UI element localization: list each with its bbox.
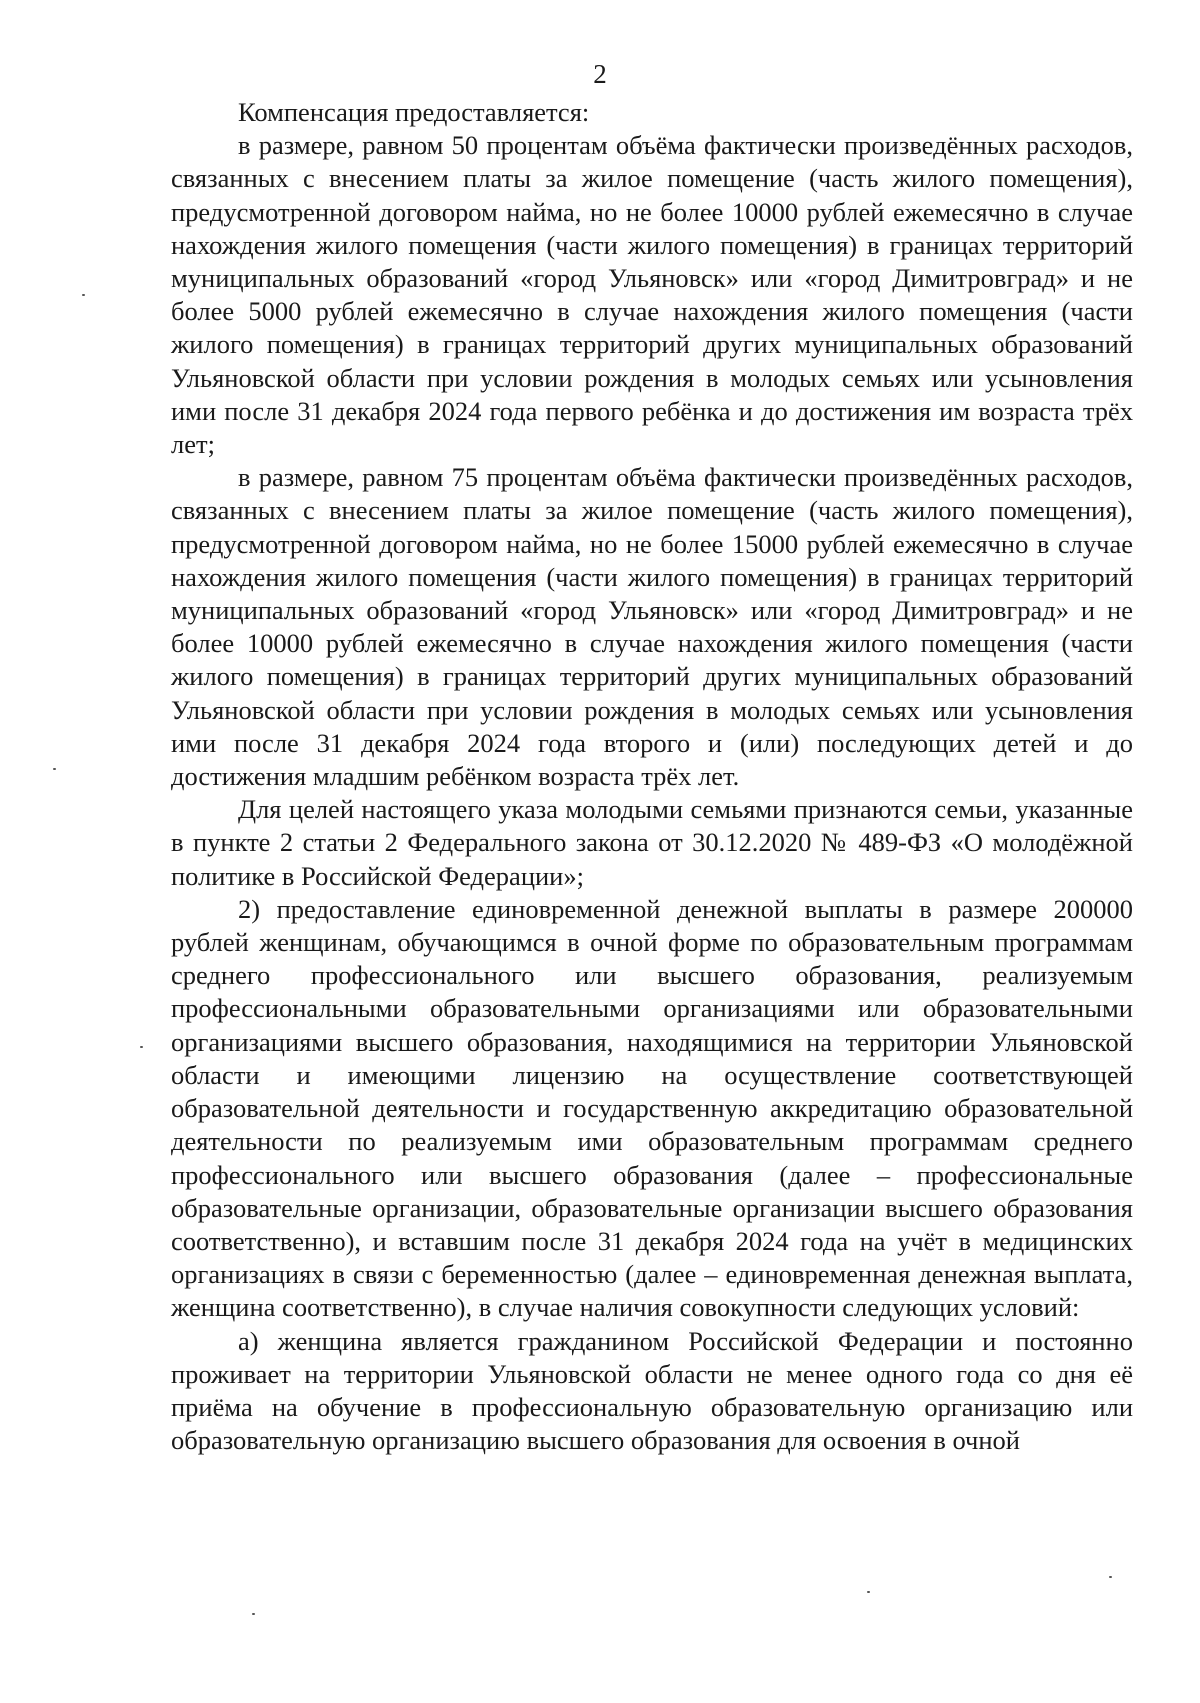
paragraph-compensation-75-percent: в размере, равном 75 процентам объёма фактически произведённых расходов, связанных с внесением платы за жилое помещение (часть жилого помещения), предусмотренной договором найма, но не более 15000 рублей ежемесячно в случае нахождения жилого помещения (части жилого помещения) в границах территорий муниципальных образований «город Ульяновск» или «город Димитровград» и не более 10000 рублей ежемесячно в случае нахождения жилого помещения (части жилого помещения) в границах территорий других муниципальных образований Ульяновской области при условии рождения в молодых семьях или усыновления ими после 31 декабря 2024 года второго и (или) последующих детей и до достижения младшим ребёнком возраста трёх лет.: [171, 462, 1133, 792]
paragraph-lump-sum-payment: 2) предоставление единовременной денежной выплаты в размере 200000 рублей женщинам, обучающимся в очной форме по образовательным программам среднего профессионального или высшего образования, реализуемым профессиональными образовательными организациями или образовательными организациями высшего образования, находящимися на территории Ульяновской области и имеющими лицензию на осуществление соответствующей образовательной деятельности и государственную аккредитацию образовательной деятельности по реализуемым ими образовательным программам среднего профессионального или высшего образования (далее – профессиональные образовательные организации, образовательные организации высшего образования соответственно), и вставшим после 31 декабря 2024 года на учёт в медицинских организациях в связи с беременностью (далее – единовременная денежная выплата, женщина соответственно), в случае наличия совокупности следующих условий:: [171, 893, 1133, 1323]
document-body: [171, 96, 1133, 1457]
paragraph-young-families-definition: Для целей настоящего указа молодыми семьями признаются семьи, указанные в пункте 2 статьи 2 Федерального закона от 30.12.2020 № 489-ФЗ «О молодёжной политике в Российской Федерации»;: [171, 794, 1133, 891]
paragraph-compensation-50-percent: в размере, равном 50 процентам объёма фактически произведённых расходов, связанных с внесением платы за жилое помещение (часть жилого помещения), предусмотренной договором найма, но не более 10000 рублей ежемесячно в случае нахождения жилого помещения (части жилого помещения) в границах территорий муниципальных образований «город Ульяновск» или «город Димитровград» и не более 5000 рублей ежемесячно в случае нахождения жилого помещения (части жилого помещения) в границах территорий других муниципальных образований Ульяновской области при условии рождения в молодых семьях или усыновления ими после 31 декабря 2024 года первого ребёнка и до достижения им возраста трёх лет;: [171, 130, 1133, 460]
scan-speck: [252, 1613, 255, 1615]
scan-speck: [53, 768, 56, 770]
scan-speck: [82, 294, 85, 296]
page-number: 2: [593, 59, 607, 89]
paragraph-condition-a: а) женщина является гражданином Российской Федерации и постоянно проживает на территории Ульяновской области не менее одного года со дня её приёма на обучение в профессиональную образовательную организацию или образовательную организацию высшего образования для освоения в очной: [171, 1325, 1133, 1456]
scan-speck: [140, 1046, 143, 1048]
scan-speck: [867, 1591, 870, 1593]
paragraph-compensation-intro: Компенсация предоставляется:: [238, 97, 590, 127]
scan-speck: [1109, 1576, 1112, 1578]
